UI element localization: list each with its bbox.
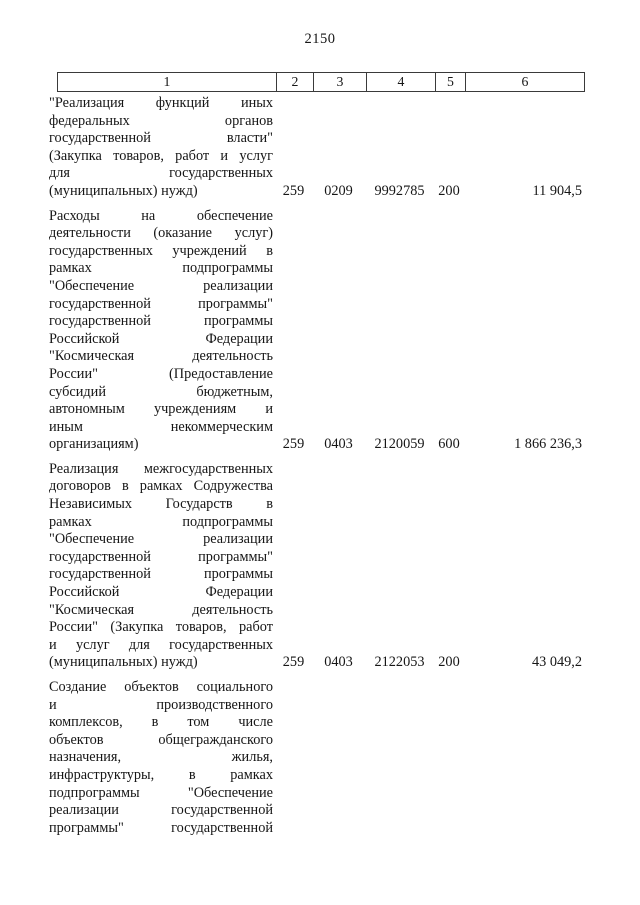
value-cell-col4: 2120059 <box>374 436 425 453</box>
header-cell-col3: 3 <box>313 73 366 91</box>
text-line: (муниципальных) нужд) <box>49 654 198 671</box>
value-cell-col6: 43 049,2 <box>531 654 582 671</box>
text-line: "Реализация функций иных <box>49 95 273 111</box>
header-cell-col4: 4 <box>366 73 435 91</box>
text-line: "Обеспечение реализации <box>49 531 273 548</box>
header-cell-col5: 5 <box>435 73 465 91</box>
text-line: Независимых Государств в <box>49 496 273 513</box>
text-line: договоров в рамках Содружества <box>49 478 273 495</box>
text-line: иным некоммерческим <box>49 418 273 435</box>
value-cell-col5: 200 <box>438 654 460 671</box>
text-line: государственной программы" <box>49 548 273 565</box>
text-line: государственной программы <box>49 566 273 583</box>
value-cell-col2: 259 <box>282 182 305 199</box>
text-line: Создание объектов социального <box>49 679 273 695</box>
text-line: Расходы на обеспечение <box>49 207 273 224</box>
text-line: программы" государственной <box>49 819 273 836</box>
text-line: Российской Федерации <box>49 584 273 601</box>
text-line: реализации государственной <box>49 802 273 819</box>
text-line: (Закупка товаров, работ и услуг <box>49 147 273 164</box>
table-header-row <box>57 72 585 92</box>
text-line: "Обеспечение реализации <box>49 277 273 294</box>
budget-table <box>49 72 585 844</box>
table-row <box>49 95 585 201</box>
value-cell-col5: 600 <box>438 436 460 453</box>
value-cell-col6: 11 904,5 <box>532 182 582 199</box>
text-line: и услуг для государственных <box>49 636 273 653</box>
header-cell-col6: 6 <box>465 73 584 91</box>
text-line: федеральных органов <box>49 112 273 129</box>
text-line: инфраструктуры, в рамках <box>49 766 273 783</box>
text-line: России" (Предоставление <box>49 365 273 382</box>
text-line: подпрограммы "Обеспечение <box>49 784 273 801</box>
table-row <box>49 208 585 454</box>
value-cell-col3: 0403 <box>324 654 353 671</box>
value-cell-col2: 259 <box>282 654 305 671</box>
text-line: (муниципальных) нужд) <box>49 182 198 199</box>
text-line: объектов общегражданского <box>49 731 273 748</box>
text-line: "Космическая деятельность <box>49 601 273 618</box>
text-line: государственной программы <box>49 313 273 330</box>
text-line: рамках подпрограммы <box>49 260 273 277</box>
text-line: государственной власти" <box>49 130 273 147</box>
header-cell-col1: 1 <box>163 74 171 89</box>
text-line: Российской Федерации <box>49 330 273 347</box>
text-line: деятельности (оказание услуг) <box>49 225 273 242</box>
value-cell-col3: 0403 <box>324 436 353 453</box>
text-line: организациям) <box>49 436 139 453</box>
text-line: субсидий бюджетным, <box>49 383 273 400</box>
text-line: "Космическая деятельность <box>49 348 273 365</box>
header-cell-col2: 2 <box>276 73 313 91</box>
row-text-cell <box>49 461 273 672</box>
table-row <box>49 461 585 672</box>
text-line: России" (Закупка товаров, работ <box>49 619 273 636</box>
value-cell-col5: 200 <box>438 182 460 199</box>
value-cell-col3: 0209 <box>324 182 353 199</box>
text-line: автономным учреждениям и <box>49 401 273 418</box>
row-text-cell <box>49 208 273 454</box>
table-row <box>49 679 585 837</box>
text-line: Реализация межгосударственных <box>49 460 273 477</box>
value-cell-col6: 1 866 236,3 <box>514 436 582 453</box>
value-cell-col2: 259 <box>282 436 305 453</box>
text-line: государственных учреждений в <box>49 242 273 259</box>
page-number: 2150 <box>304 31 336 47</box>
text-line: назначения, жилья, <box>49 749 273 766</box>
text-line: комплексов, в том числе <box>49 714 273 731</box>
text-line: и производственного <box>49 696 273 713</box>
value-cell-col4: 9992785 <box>374 182 425 199</box>
row-text-cell <box>49 679 273 837</box>
value-cell-col4: 2122053 <box>374 654 425 671</box>
table-body <box>49 95 585 837</box>
text-line: для государственных <box>49 165 273 182</box>
row-text-cell <box>49 95 273 201</box>
text-line: рамках подпрограммы <box>49 513 273 530</box>
text-line: государственной программы" <box>49 295 273 312</box>
